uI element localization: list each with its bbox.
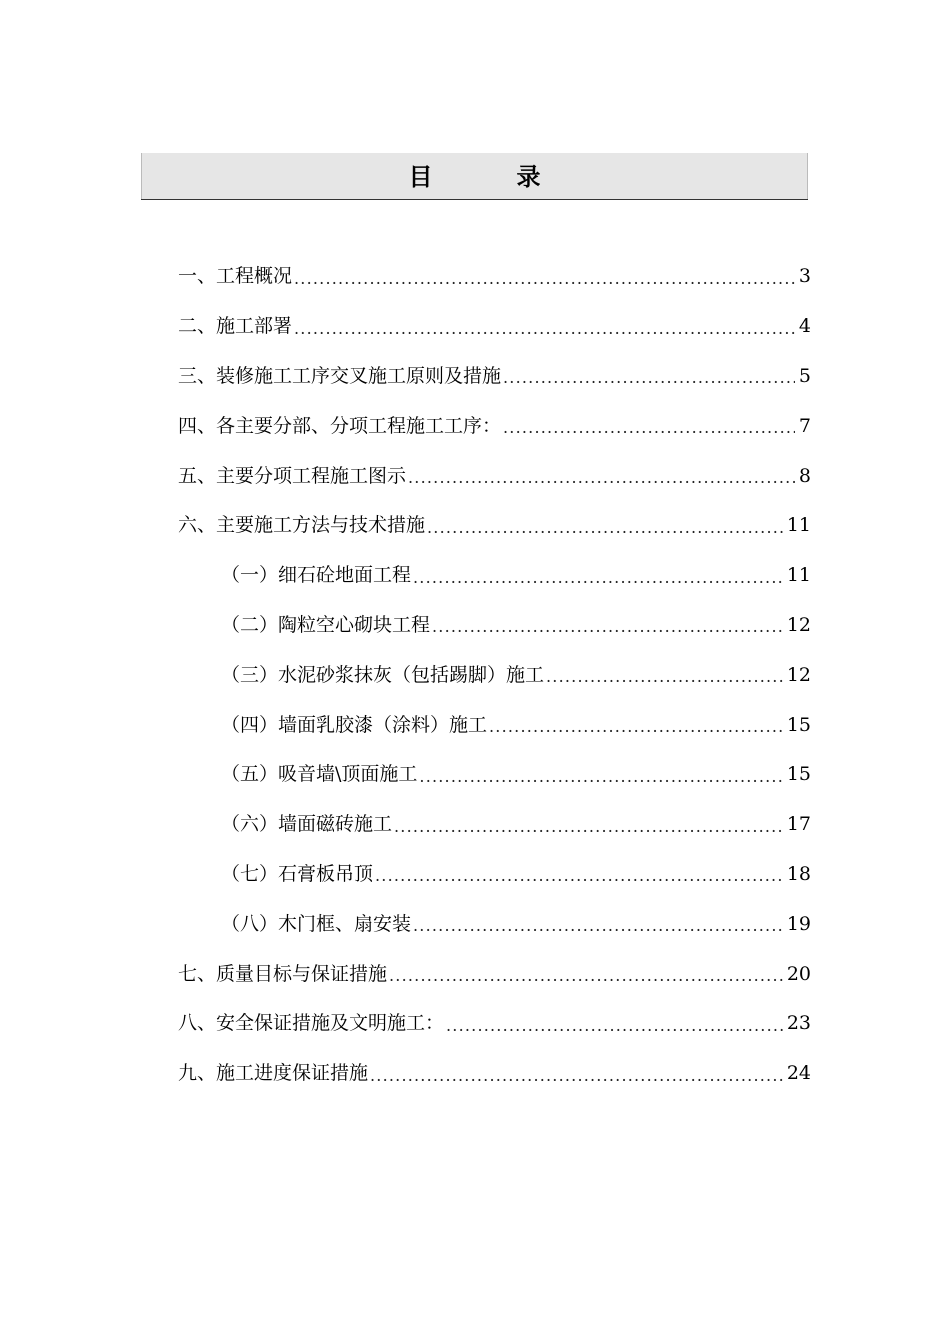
toc-entry-label: （二）陶粒空心砌块工程 (221, 613, 431, 636)
toc-entry-label: 四、各主要分部、分项工程施工工序： (178, 414, 502, 437)
toc-entry[interactable] (178, 451, 811, 501)
toc-entry-label: （七）石膏板吊顶 (221, 862, 374, 885)
toc-title-part2: 录 (516, 163, 541, 191)
toc-leader-dots (408, 470, 795, 486)
toc-entry[interactable] (178, 800, 811, 850)
toc-entry[interactable] (178, 601, 811, 651)
toc-entry-page-number: 5 (798, 364, 811, 387)
toc-leader-dots (389, 968, 783, 984)
toc-entry-page-number: 12 (786, 663, 811, 686)
toc-leader-dots (546, 669, 783, 685)
toc-entry-page-number: 8 (798, 464, 811, 487)
toc-entry-page-number: 11 (786, 514, 811, 537)
toc-entry-label: 一、工程概况 (178, 265, 293, 288)
toc-entry[interactable] (178, 850, 811, 900)
toc-title-part1: 目 (408, 163, 433, 191)
toc-entry-label: 七、质量目标与保证措施 (178, 962, 388, 985)
toc-entry[interactable] (178, 999, 811, 1049)
toc-entry-page-number: 15 (786, 713, 811, 736)
toc-entry-page-number: 3 (798, 265, 811, 288)
toc-leader-dots (294, 321, 795, 337)
toc-leader-dots (394, 819, 783, 835)
toc-leader-dots (419, 769, 782, 785)
toc-entry-page-number: 24 (786, 1062, 811, 1085)
toc-leader-dots (375, 868, 783, 884)
toc-entry-page-number: 12 (786, 613, 811, 636)
toc-entry[interactable] (178, 401, 811, 451)
toc-entry-page-number: 4 (798, 315, 811, 338)
toc-entry-page-number: 23 (786, 1012, 811, 1035)
toc-leader-dots (503, 420, 795, 436)
toc-entry-page-number: 19 (786, 912, 811, 935)
toc-entry[interactable] (178, 302, 811, 352)
toc-entry[interactable] (178, 352, 811, 402)
toc-entry-label: （八）木门框、扇安装 (221, 912, 412, 935)
toc-leader-dots (432, 619, 783, 635)
toc-entry-page-number: 17 (786, 813, 811, 836)
toc-entry[interactable] (178, 899, 811, 949)
toc-entry-label: （三）水泥砂浆抹灰（包括踢脚）施工 (221, 663, 545, 686)
toc-entry[interactable] (178, 1049, 811, 1099)
toc-entry-label: 八、安全保证措施及文明施工： (178, 1012, 445, 1035)
toc-entry-page-number: 15 (786, 763, 811, 786)
toc-leader-dots (370, 1068, 783, 1084)
toc-title-bar (141, 153, 808, 200)
toc-entry-page-number: 18 (786, 862, 811, 885)
toc-entry[interactable] (178, 750, 811, 800)
toc-entry[interactable] (178, 949, 811, 999)
toc-entry[interactable] (178, 650, 811, 700)
toc-entry-label: （一）细石砼地面工程 (221, 564, 412, 587)
toc-entry[interactable] (178, 501, 811, 551)
toc-title (141, 157, 808, 192)
toc-entry-label: 九、施工进度保证措施 (178, 1062, 369, 1085)
toc-entry[interactable] (178, 252, 811, 302)
toc-leader-dots (427, 520, 783, 536)
toc-entry-label: 五、主要分项工程施工图示 (178, 464, 407, 487)
toc-entry-label: （六）墙面磁砖施工 (221, 813, 393, 836)
toc-entry-page-number: 20 (786, 962, 811, 985)
toc-leader-dots (489, 719, 783, 735)
toc-leader-dots (503, 370, 795, 386)
toc-leader-dots (294, 271, 795, 287)
toc-leader-dots (413, 570, 783, 586)
toc-entry-label: （五）吸音墙\顶面施工 (221, 763, 418, 786)
toc-entry-label: 三、装修施工工序交叉施工原则及措施 (178, 364, 502, 387)
toc-entry-page-number: 7 (798, 414, 811, 437)
toc-entry-label: （四）墙面乳胶漆（涂料）施工 (221, 713, 488, 736)
toc-entry[interactable] (178, 551, 811, 601)
toc-entry-page-number: 11 (786, 564, 811, 587)
toc-leader-dots (446, 1018, 783, 1034)
toc-entry-label: 六、主要施工方法与技术措施 (178, 514, 426, 537)
toc-entry[interactable] (178, 700, 811, 750)
toc-leader-dots (413, 918, 783, 934)
table-of-contents (178, 252, 811, 1099)
toc-entry-label: 二、施工部署 (178, 315, 293, 338)
